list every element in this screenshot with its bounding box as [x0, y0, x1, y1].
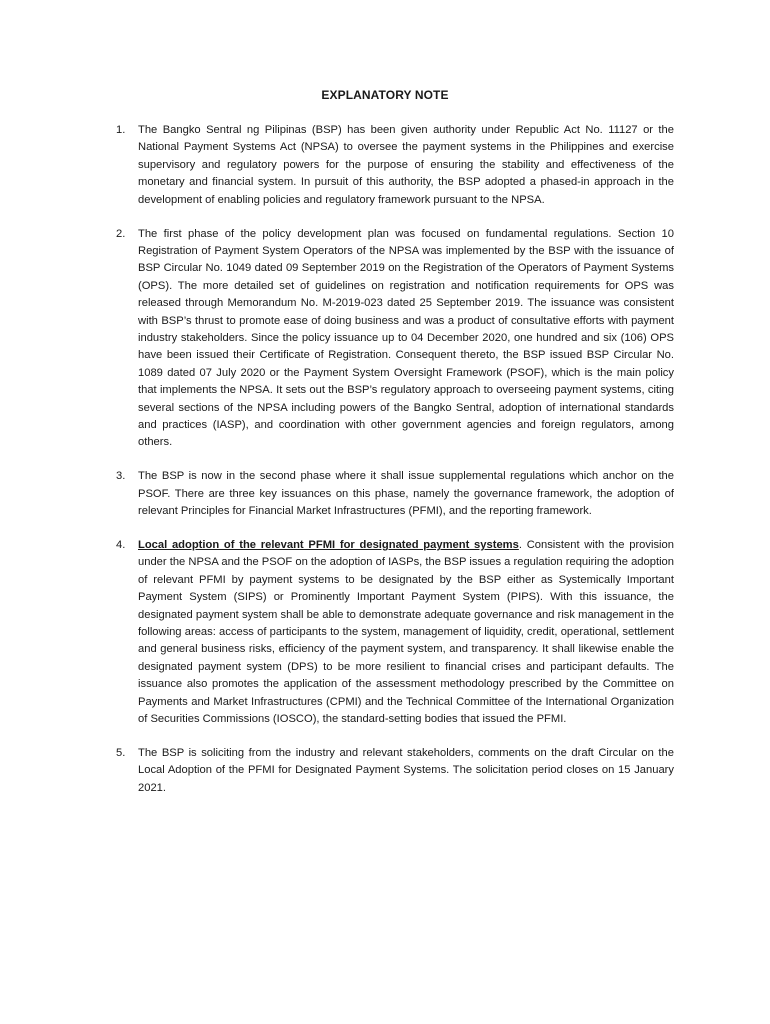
numbered-list: [116, 122, 674, 814]
item-number: 4.: [116, 539, 126, 552]
list-item: [116, 537, 674, 728]
list-item: [116, 122, 674, 209]
item-text: . Consistent with the provision under the NPSA and the PSOF on the adoption of IASPs, the BSP issues a regulation requiring the adoption of relevant PFMI by payment systems to be designated by the BSP either as Systemically Important Payment System (SIPS) or Prominently Important Payment System (PIPS). With this issuance, the designated payment system shall be able to demonstrate adequate governance and risk management in the following areas: access of participants to the system, management of liquidity, credit, operational, settlement and general business risks, efficiency of the payment system, and transparency. It shall likewise enable the designated payment system (DPS) to be more resilient to financial crises and participant defaults. The issuance also promotes the application of the assessment methodology prescribed by the Committee on Payments and Market Infrastructures (CPMI) and the Technical Committee of the International Organization of Securities Commissions (IOSCO), the standard-setting bodies that issued the PFMI.: [138, 539, 674, 726]
item-text: The BSP is now in the second phase where it shall issue supplemental regulations which anchor on the PSOF. There are three key issuances on this phase, namely the governance framework, the adoption of relevant Principles for Financial Market Infrastructures (PFMI), and the reporting framework.: [138, 470, 674, 518]
item-text: The BSP is soliciting from the industry and relevant stakeholders, comments on the draft Circular on the Local Adoption of the PFMI for Designated Payment Systems. The solicitation period closes on 15 January 2021.: [138, 747, 674, 794]
item-lead-heading: Local adoption of the relevant PFMI for designated payment systems: [138, 539, 519, 552]
item-number: 2.: [116, 227, 126, 240]
item-text: The Bangko Sentral ng Pilipinas (BSP) has been given authority under Republic Act No. 11127 or the National Payment Systems Act (NPSA) to oversee the payment systems in the Philippines and exercise supervisory and regulatory powers for the purpose of ensuring the stability and effectiveness of the monetary and financial system. In pursuit of this authority, the BSP adopted a phased-in approach in the development of enabling policies and regulatory framework pursuant to the NPSA.: [138, 124, 674, 206]
item-number: 5.: [116, 747, 126, 759]
item-number: 3.: [116, 470, 126, 483]
list-item: [116, 468, 674, 520]
list-item: [116, 745, 674, 797]
item-number: 1.: [116, 124, 126, 136]
list-item: [116, 226, 674, 452]
item-text-container: [138, 537, 674, 728]
item-text: The first phase of the policy development plan was focused on fundamental regulations. Section 10 Registration of Payment System Operators of the NPSA was implemented by the BSP with the issuance of BSP Circular No. 1049 dated 09 September 2019 on the Registration of the Operators of Payment Systems (OPS). The more detailed set of guidelines on registration and notification requirements for OPS was released through Memorandum No. M-2019-023 dated 25 September 2019. The issuance was consistent with BSP’s thrust to promote ease of doing business and was a product of consultative efforts with payment industry stakeholders. Since the policy issuance up to 04 December 2020, one hundred and six (106) OPS have been issued their Certificate of Registration. Consequent thereto, the BSP issued BSP Circular No. 1089 dated 07 July 2020 or the Payment System Oversight Framework (PSOF), which is the main policy that implements the NPSA. It sets out the BSP’s regulatory approach to overseeing payment systems, citing several sections of the NPSA including powers of the Bangko Sentral, adoption of international standards and practices (IASP), and coordination with other government agencies and foreign regulators, among others.: [138, 227, 674, 449]
page-title: EXPLANATORY NOTE: [321, 88, 449, 102]
